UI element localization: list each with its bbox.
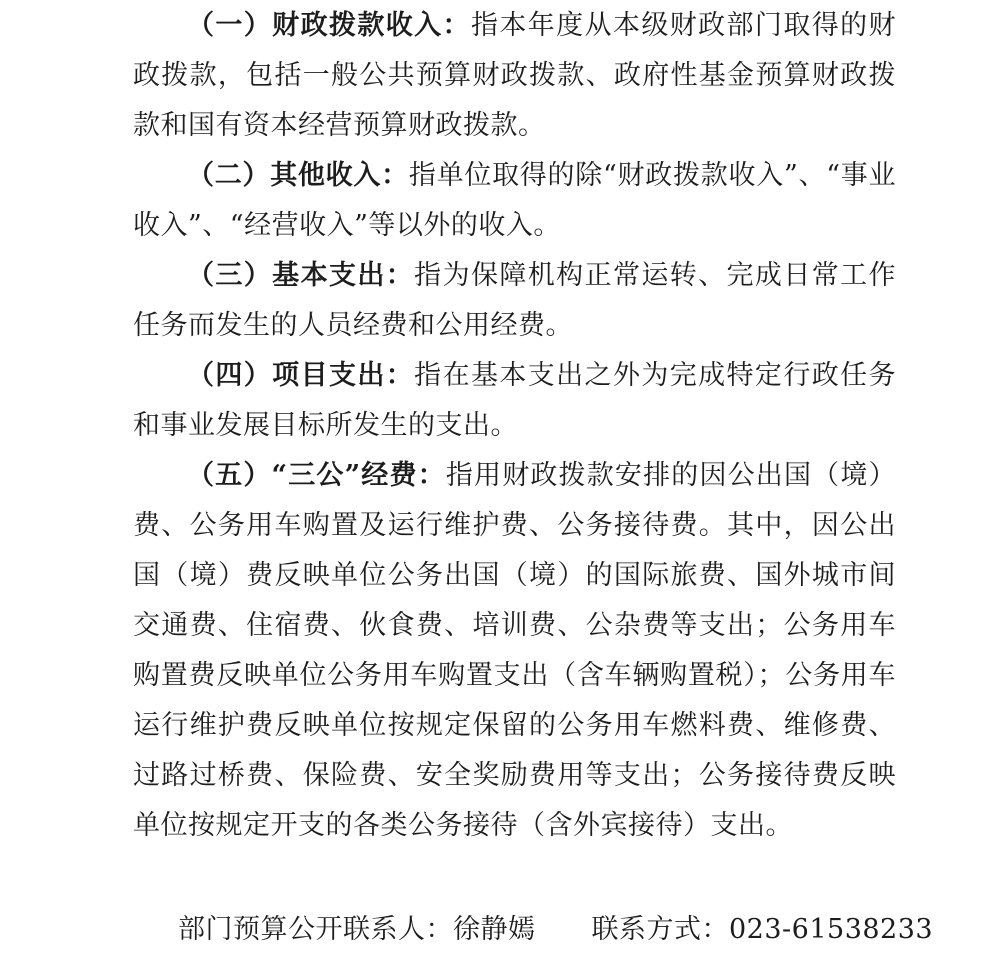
paragraph-head: （三）基本支出： (187, 260, 415, 291)
paragraph-definition-2 (133, 151, 896, 251)
paragraph-text: 指在基本支出之外为完成特定行政任务和事业发展目标所发生的支出。 (133, 360, 897, 441)
paragraph-definition-1 (133, 1, 896, 151)
contact-person: 部门预算公开联系人：徐静嫣 (178, 914, 536, 945)
paragraph-definition-4 (133, 351, 896, 451)
paragraph-text: 指单位取得的除“财政拨款收入”、“事业收入”、“经营收入”等以外的收入。 (133, 160, 896, 241)
paragraph-head: （一）财政拨款收入： (187, 10, 471, 41)
budget-contact-line (133, 905, 934, 955)
paragraph-head: （四）项目支出： (187, 360, 415, 391)
paragraph-definition-3 (133, 251, 896, 351)
paragraph-text: 指本年度从本级财政部门取得的财政拨款，包括一般公共预算财政拨款、政府性基金预算财政拨款和国有资本经营预算财政拨款。 (133, 10, 897, 141)
paragraph-head: （二）其他收入： (187, 160, 409, 191)
contact-method: 联系方式：023-61538233 (591, 914, 934, 945)
paragraph-text: 指用财政拨款安排的因公出国（境）费、公务用车购置及运行维护费、公务接待费。其中，因公出国（境）费反映单位公务出国（境）的国际旅费、国外城市间交通费、住宿费、伙食费、培训费、公杂费等支出；公务用车购置费反映单位公务用车购置支出（含车辆购置税）；公务用车运行维护费反映单位按规定保留的公务用车燃料费、维修费、过路过桥费、保险费、安全奖励费用等支出；公务接待费反映单位按规定开支的各类公务接待（含外宾接待）支出。 (133, 460, 897, 841)
paragraph-text: 指为保障机构正常运转、完成日常工作任务而发生的人员经费和公用经费。 (133, 260, 897, 341)
paragraph-head: （五）“三公”经费： (187, 460, 446, 491)
paragraph-definition-5 (133, 451, 896, 851)
